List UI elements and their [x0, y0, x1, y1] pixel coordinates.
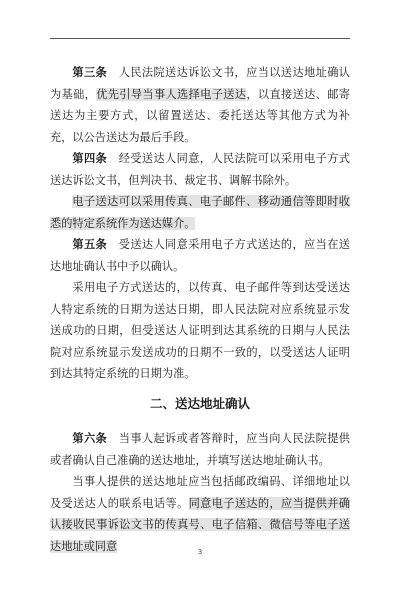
page-number: 3 [197, 548, 203, 556]
paragraph-text: 人民法院送达诉讼文书，应当以送达地址确认为基础， [50, 66, 350, 101]
article-label: 第五条 [72, 237, 108, 251]
paragraph-text: 采用电子方式送达的，以传真、电子邮件等到达受送达人特定系统的日期为送达日期，即人民法院对应系统显示发送成功的日期，但受送达人证明到达其系统的日期与人民法院对应系统显示发送成功的日期不一致的，以受送达人证明到达其特定系统的日期为准。 [50, 281, 350, 380]
paragraph-article-4 [50, 148, 350, 191]
header-rule [50, 38, 350, 39]
paragraph-address-contents [50, 471, 350, 557]
section-heading: 二、送达地址确认 [149, 395, 250, 411]
highlighted-text: 同意电子送达的，应当提供并确认接收民事诉讼文书的传真号、电子信箱、微信号等电子送达地址或同意 [50, 496, 350, 553]
paragraph-article-5 [50, 234, 350, 277]
paragraph-electronic-media [50, 191, 350, 234]
paragraph-text: 当事人起诉或者答辩时，应当向人民法院提供或者确认自己准确的送达地址，并填写送达地址确认书。 [50, 432, 350, 467]
paragraph-service-date [50, 277, 350, 385]
paragraph-text: 经受送达人同意，人民法院可以采用电子方式送达诉讼文书，但判决书、裁定书、调解书除外。 [50, 152, 350, 187]
paragraph-text: 受送达人同意采用电子方式送达的，应当在送达地址确认书中予以确认。 [50, 238, 350, 273]
article-label: 第三条 [72, 65, 108, 79]
article-label: 第六条 [72, 431, 108, 445]
paragraph-text: ，以直接送达、邮寄送达为主要方式，以留置送达、委托送达等其他方式为补充，以公告送达为最后手段。 [50, 87, 350, 144]
article-label: 第四条 [72, 151, 108, 165]
paragraph-article-3 [50, 62, 350, 148]
highlighted-text: 电子送达可以采用传真、电子邮件、移动通信等即时收悉的特定系统作为送达媒介。 [50, 195, 350, 230]
paragraph-article-6 [50, 428, 350, 471]
highlighted-text: 优先引导当事人选择电子送达 [96, 87, 247, 101]
document-body [50, 62, 350, 557]
paragraph-text: 当事人提供的送达地址应当包括邮政编码、详细地址以及受送达人的联系电话等。 [50, 475, 350, 510]
